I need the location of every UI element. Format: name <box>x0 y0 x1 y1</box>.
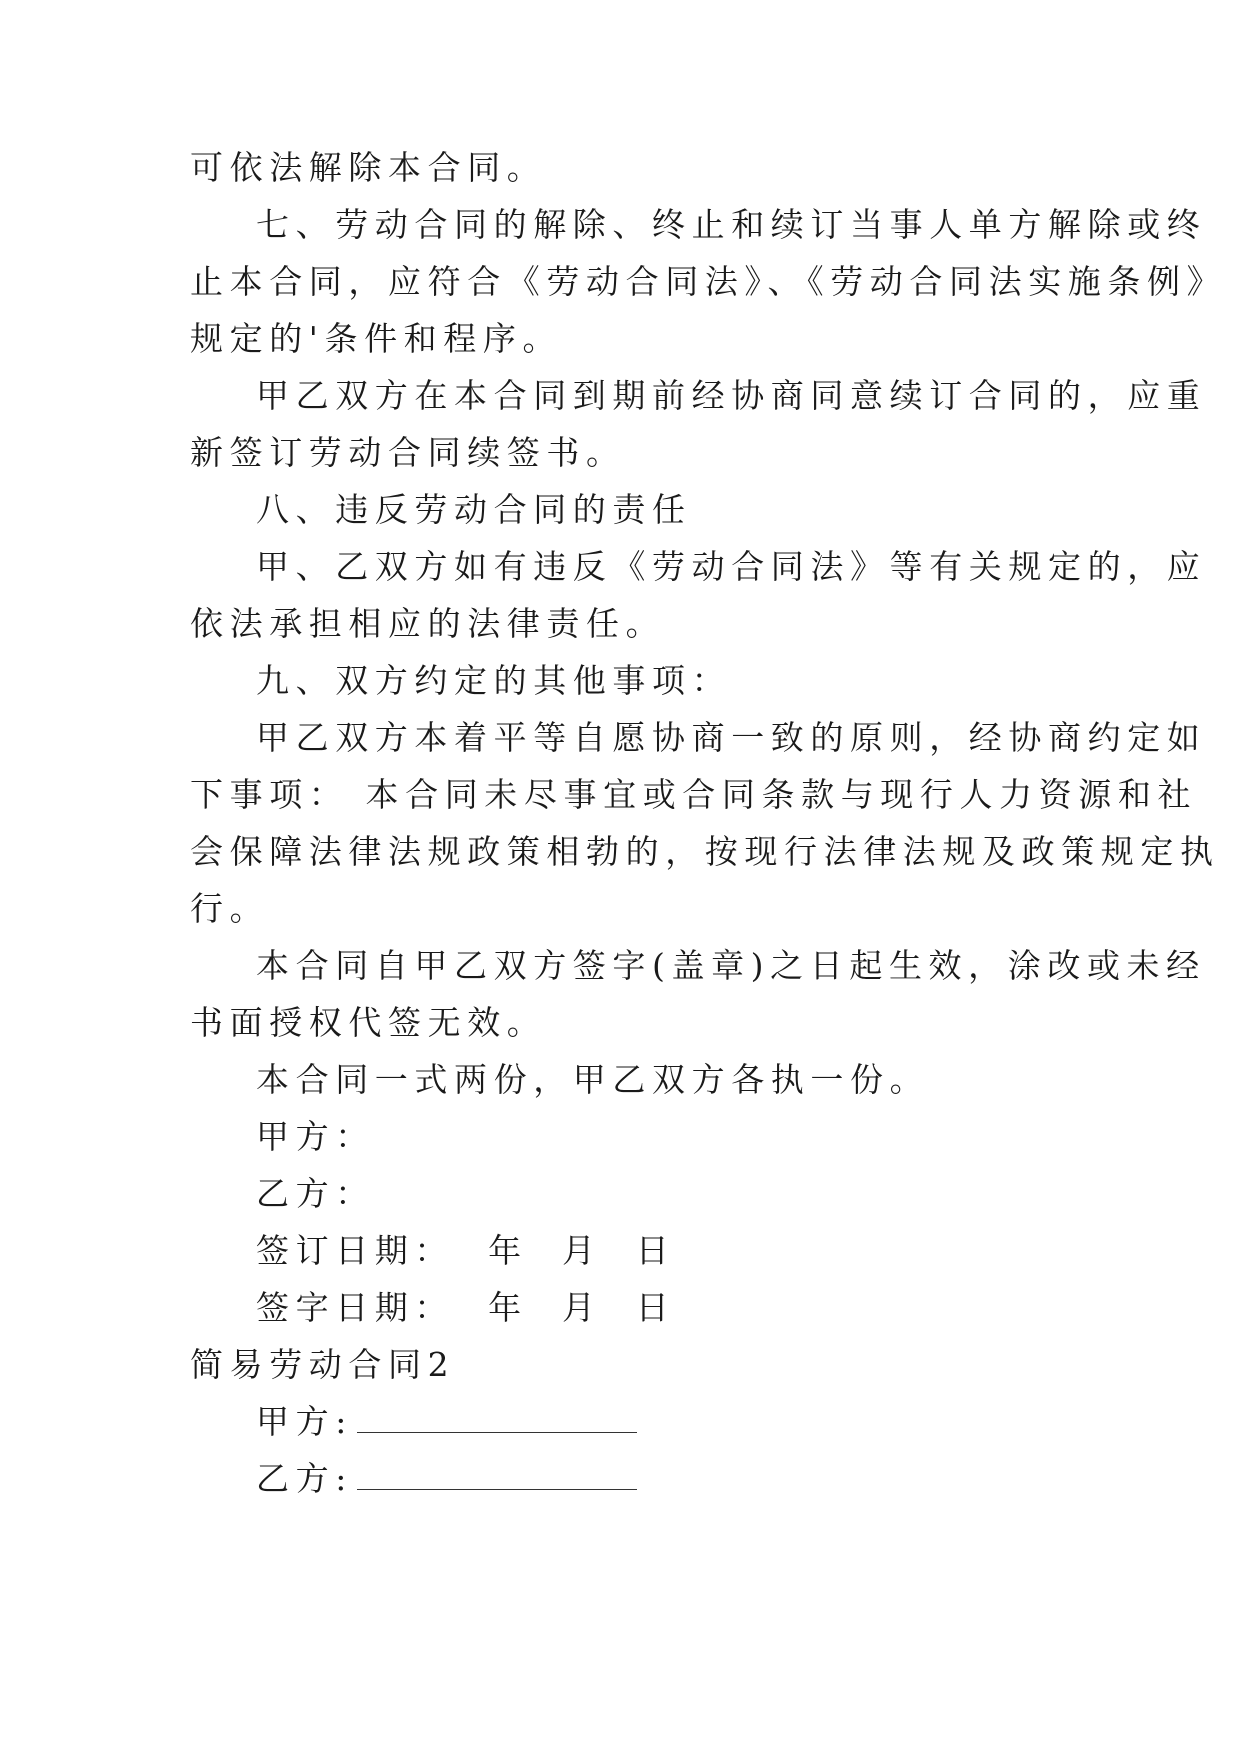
text-line: 依法承担相应的法律责任。 <box>190 604 666 643</box>
text-line: 止本合同，应符合《劳动合同法》、《劳动合同法实施条例》 <box>190 262 1227 301</box>
party-a-field-label: 甲方: <box>256 1402 353 1441</box>
party-a-label: 甲方： <box>256 1117 375 1156</box>
text-line: 甲乙双方本着平等自愿协商一致的原则，经协商约定如 <box>256 718 1207 757</box>
text-line: 可依法解除本合同。 <box>190 148 547 187</box>
text-line: 下事项： 本合同未尽事宜或合同条款与现行人力资源和社 <box>190 775 1198 814</box>
party-b-label: 乙方： <box>256 1174 375 1213</box>
party-a-blank-line <box>357 1402 637 1433</box>
section-heading-liability: 八、违反劳动合同的责任 <box>256 490 692 529</box>
text-line: 新签订劳动合同续签书。 <box>190 433 626 472</box>
text-line: 甲乙双方在本合同到期前经协商同意续订合同的，应重 <box>256 376 1207 415</box>
party-a-field <box>256 1402 1136 1442</box>
text-line: 本合同一式两份，甲乙双方各执一份。 <box>256 1060 930 1099</box>
signing-date-line: 签订日期： 年 月 日 <box>256 1231 676 1270</box>
text-line: 会保障法律法规政策相勃的，按现行法律法规及政策规定执 <box>190 832 1220 871</box>
party-b-blank-line <box>357 1459 637 1490</box>
section-heading-other-matters: 九、双方约定的其他事项： <box>256 661 732 700</box>
text-line: 甲、乙双方如有违反《劳动合同法》等有关规定的，应 <box>256 547 1207 586</box>
party-b-field-label: 乙方: <box>256 1459 353 1498</box>
text-line: 行。 <box>190 889 270 928</box>
text-line: 规定的'条件和程序。 <box>190 319 563 358</box>
text-line: 本合同自甲乙双方签字(盖章)之日起生效，涂改或未经 <box>256 946 1206 985</box>
signature-date-line: 签字日期： 年 月 日 <box>256 1288 676 1327</box>
section-heading-termination: 七、劳动合同的解除、终止和续订当事人单方解除或终 <box>256 205 1207 244</box>
text-line: 书面授权代签无效。 <box>190 1003 547 1042</box>
document-title: 简易劳动合同2 <box>190 1345 456 1384</box>
party-b-field <box>256 1459 1136 1499</box>
